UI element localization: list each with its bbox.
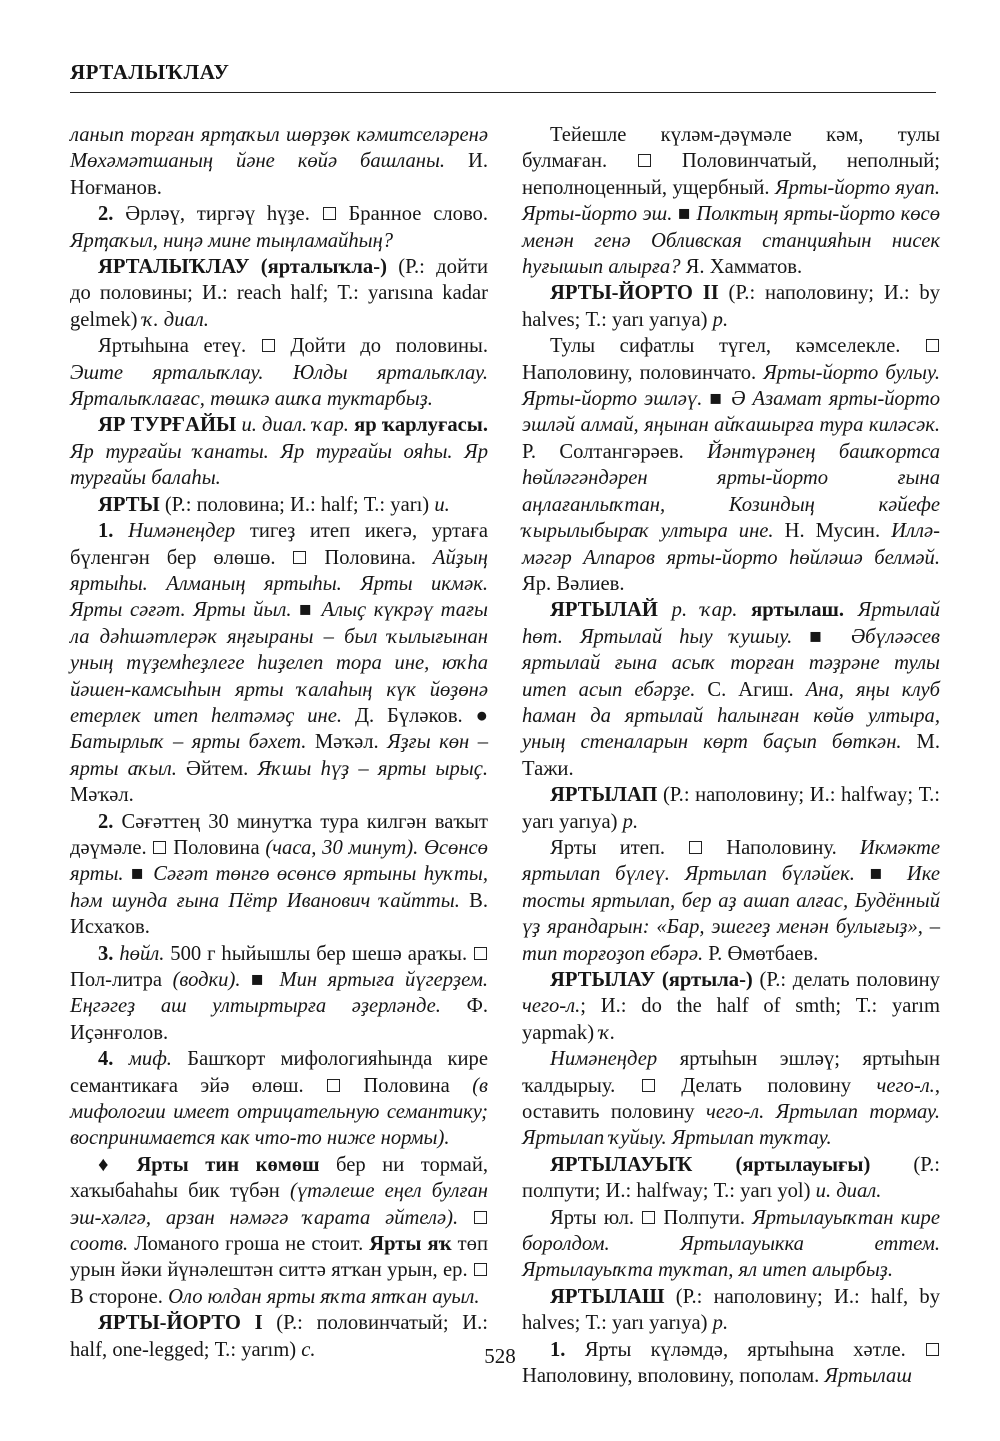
dictionary-entry-paragraph: Ярты итеп. Наполовину. Икмәкте яртылап бүлеү. Яртылап бүләйек. ■ Ике тосты яртылап, бер аҙ ашап алғас, Будённый үҙ ярандарын: «Бар, эшегеҙ менән булығыҙ», – тип торғоҙоп ебәрә. Р. Өмөтбаев. [522, 836, 940, 965]
dictionary-entry-paragraph: Тулы сифатлы түгел, кәмселекле. Наполовину, половинчато. Ярты-йорто булыу. Ярты-йорто эшләү. ■ Ә Азамат ярты-йорто эшләй алмай, яңынан айҡашырға тура киләсәк. Р. Солтангәрәев. Йәнтүрәнең башҡортса һөйләгәндәрен ярты-йорто ғына аңлағанлыҡтан, Козиндың кәйефе ҡырылыбыраҡ ултыра ине. Н. Мусин. Иллә-мәгәр Алпаров ярты-йорто һөйләшә белмәй. Яр. Вәлиев. [522, 335, 940, 595]
dictionary-entry-paragraph: ЯРТАЛЫҠЛАУ (ярталыҡла-) (Р.: дойти до половины; И.: reach half; Т.: yarısına kadar gelmek) ҡ. диал. [70, 256, 488, 331]
dictionary-entry-paragraph: 1. Нимәнеңдер тигеҙ итеп икегә, уртаға бүленгән бер өлөшө. Половина. Айҙың яртыһы. Алманың яртыһы. Ярты икмәк. Ярты сәғәт. Ярты йыл. ■ Алыҫ күкрәү тағы ла дәһшәтлерәк яңғыраны – был ҡылығынан уның түҙемһеҙлеге һиҙелеп тора ине, юҡһа йәшен-камсыһын ярты ҡалаһың күк йөҙөнә етерлек итеп һелтәмәҫ ине. Д. Бүләков. ● Батырлыҡ – ярты бәхет. Мәҡәл. Яҙғы көн – ярты аҡыл. Әйтем. Яҡшы һүҙ – ярты ырыҫ. Мәҡәл. [70, 520, 489, 807]
dictionary-entry-paragraph: ♦ Ярты тин көмөш бер ни тормай, хаҡыбаһаһы бик түбән (үтәлеше еңел булған эш-хәлгә, арзан нәмәгә ҡарата әйтелә). соотв. Ломаного гроша не стоит. Ярты яҡ төп урын йәки йүнәлештән ситтә ятҡан урын, ер. В стороне. Оло юлдан ярты яҡта ятҡан ауыл. [70, 1153, 488, 1308]
dictionary-entry-paragraph: 2. Сәғәттең 30 минутҡа тура килгән ваҡыт дәүмәле. Половина (часа, 30 минут). Өсөнсө ярты. ■ Сәғәт төнгө өсөнсө яртыны һуҡты, һәм шунда ғына Пётр Иванович ҡайтты. В. Исхаҡов. [70, 810, 488, 939]
square-symbol-icon [323, 207, 336, 220]
dictionary-entry-paragraph: Ярты юл. Полпути. Яртылауыҡтан кире боролдом. Яртылауыкка еттем. Яртылауыҡта туҡтап, ял итеп алырбыҙ. [522, 1206, 940, 1282]
square-symbol-icon [642, 1211, 655, 1224]
dictionary-entry-paragraph: 4. миф. Башҡорт мифологияһында кире семантикаға эйә өлөш. Половина (в мифологии имеет отрицательную семантику; воспринимается как что-то ниже нормы). [70, 1048, 488, 1150]
dictionary-entry-paragraph: ЯРТЫ (Р.: половина; И.: half; Т.: yarı) и. [98, 493, 450, 516]
square-symbol-icon [474, 947, 487, 960]
dictionary-entry-paragraph: ЯРТЫЛАУ (яртыла-) (Р.: делать половину чего-л.; И.: do the half of smth; Т.: yarım yapmak) ҡ. [522, 969, 940, 1044]
dictionary-entry-paragraph: Тейешле күләм-дәүмәле кәм, тулы булмаған. Половинчатый, неполный; неполноценный, ущербный. Ярты-йорто яуап. Ярты-йорто эш. ■ Полктың ярты-йорто көсө менән генә Обливская станцияһын нисек һуғышып алырға? Я. Хамматов. [522, 124, 940, 279]
header-rule [70, 92, 936, 93]
running-head: ЯРТАЛЫҠЛАУ [70, 60, 230, 84]
dictionary-entry-paragraph: ЯРТЫЛАУЫҠ (яртылауығы) (Р.: полпути; И.: halfway; Т.: yarı yol) и. диал. [522, 1153, 940, 1203]
dictionary-entry-paragraph: ЯРТЫ-ЙОРТО I (Р.: половинчатый; И.: half, one-legged; Т.: yarım) с. [70, 1312, 488, 1361]
square-symbol-icon [638, 154, 651, 167]
right-column [522, 122, 940, 1390]
dictionary-entry-paragraph: ЯРТЫ-ЙОРТО II (Р.: наполовину; И.: by halves; Т.: yarı yarıya) р. [522, 282, 941, 331]
dictionary-entry-paragraph: ЯР ТУРҒАЙЫ и. диал. ҡар. яр ҡарлуғасы. Яр турғайы ҡанаты. Яр турғайы ояһы. Яр турғайы балаһы. [70, 414, 488, 490]
page-number: 528 [484, 1344, 516, 1368]
square-symbol-icon [153, 841, 166, 854]
dictionary-entry-paragraph: ланып торған ярҭаҡыл шөрҙөк кәмитселәренә Мөхәмәтшаның йәне көйә башланы. И. Ноғманов. [70, 124, 488, 199]
square-symbol-icon [474, 1211, 487, 1224]
square-symbol-icon [642, 1079, 655, 1092]
dictionary-entry-paragraph: 3. һөйл. 500 г һыйышлы бер шешә араҡы. Пол-литра (водки). ■ Мин яртыға йүгерҙем. Еңгәгеҙ аш ултыртырға әҙерләнде. Ф. Иҫәнғолов. [70, 942, 488, 1044]
square-symbol-icon [926, 339, 939, 352]
left-column [70, 122, 488, 1363]
dictionary-entry-paragraph: Яртыһына етеү. Дойти до половины. Эште ярталыҡлау. Юлды ярталыҡлау. Ярталыҡлағас, төшкә ашҡа туктарбыҙ. [70, 335, 488, 411]
square-symbol-icon [327, 1079, 340, 1092]
square-symbol-icon [689, 841, 702, 854]
square-symbol-icon [262, 339, 275, 352]
dictionary-entry-paragraph: ЯРТЫЛАП (Р.: наполовину; И.: halfway; Т.: yarı yarıya) р. [522, 784, 940, 833]
dictionary-entry-paragraph: ЯРТЫЛАЙ р. ҡар. яртылаш. Яртылай һөт. Яртылай һыу ҡушыу. ■ Әбүләәсев яртылай ғына асыҡ торған тәҙрәне тулы итеп асып ебәрҙе. С. Агиш. Ана, яңы клуб һаман да яртылай һалынған көйө ултыра, уның стеналарын көрт баҫып бөткән. М. Тажи. [522, 599, 941, 780]
square-symbol-icon [474, 1263, 487, 1276]
dictionary-entry-paragraph: ЯРТЫЛАШ (Р.: наполовину; И.: half, by halves; Т.: yarı yarıya) р. [522, 1285, 940, 1335]
square-symbol-icon [293, 551, 306, 564]
dictionary-entry-paragraph: 2. Әрләү, тиргәү һүҙе. Бранное слово. Ярҭаҡыл, ниңә мине тыңламайһың? [70, 203, 488, 252]
dictionary-entry-paragraph: 1. Ярты күләмдә, яртыһына хәтле. Наполовину, вполовину, пополам. Яртылаш [522, 1337, 940, 1390]
dictionary-entry-paragraph: Нимәнеңдер яртыһын эшләү; яртыһын ҡалдырыу. Делать половину чего-л., оставить половину чего-л. Яртылап тормау. Яртылап ҡуйыу. Яртылап туҡтау. [522, 1048, 940, 1150]
